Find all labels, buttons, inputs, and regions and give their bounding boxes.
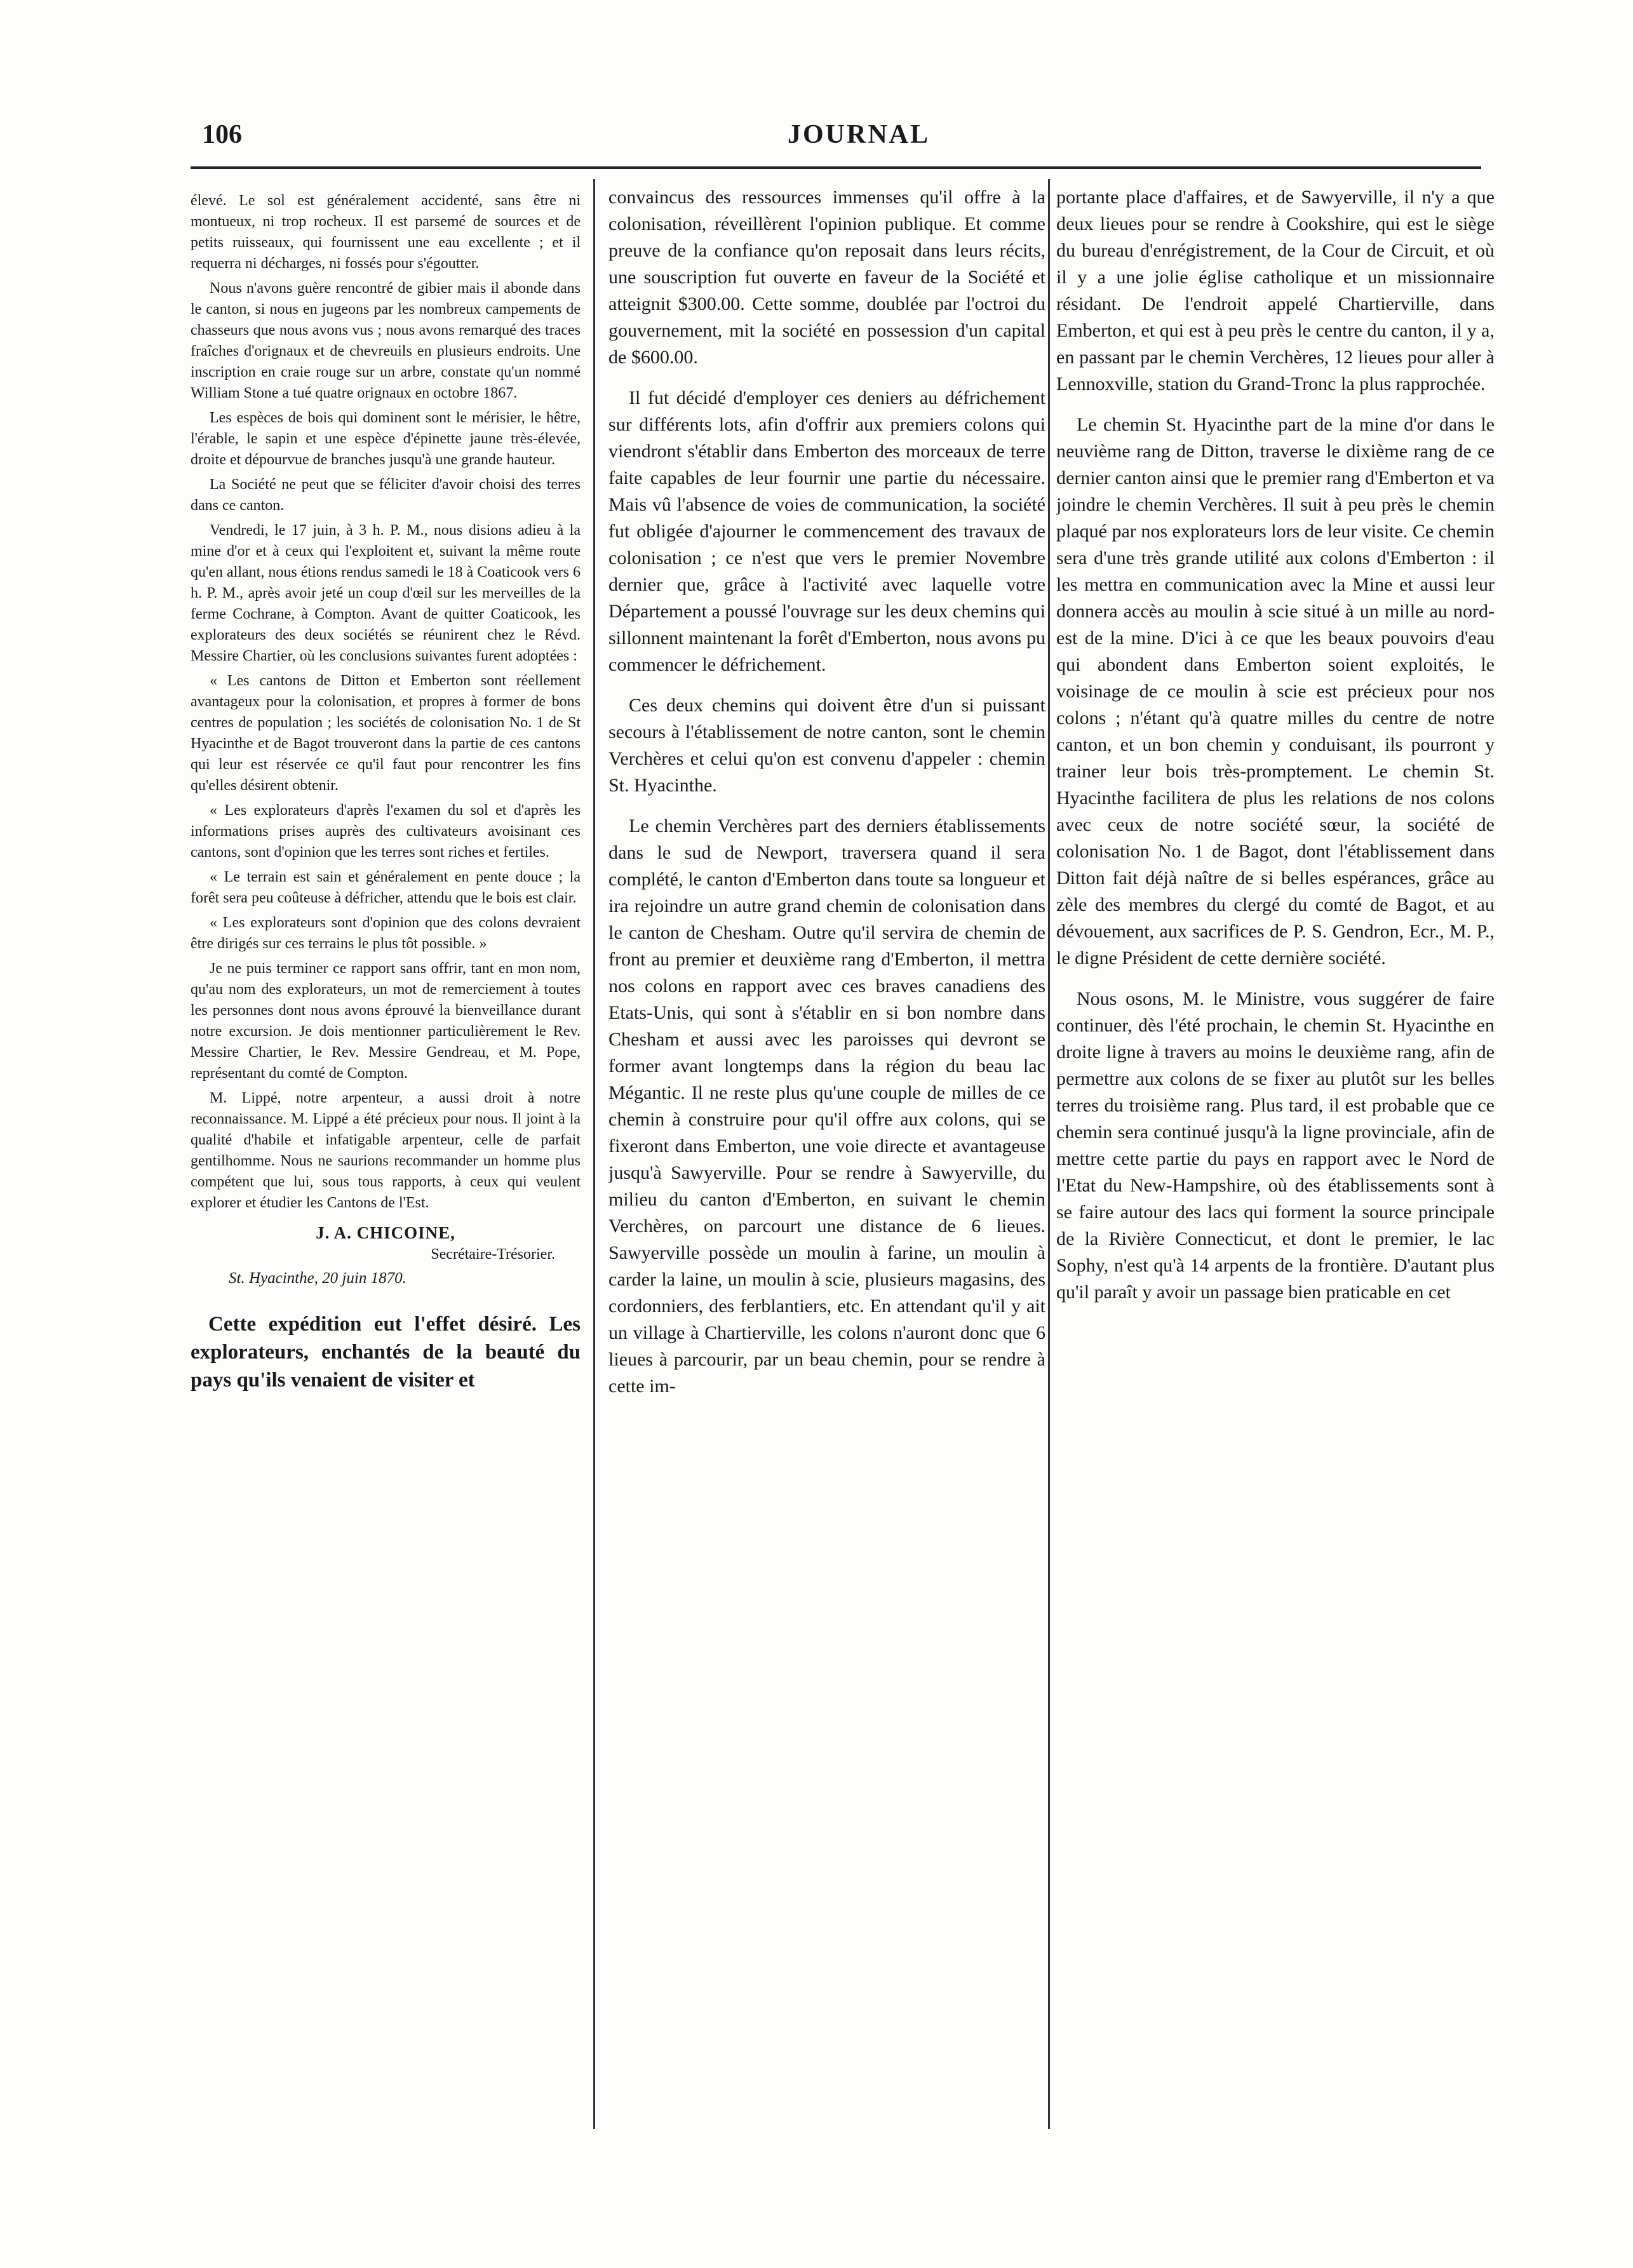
paragraph: « Les cantons de Ditton et Emberton sont réellement avantageux pour la colonisation, et propres à former de bons centres de population ; les sociétés de colonisation No. 1 de St Hyacinthe et de Bagot trouveront dans la partie de ces cantons qui leur est réservée ce qu'il faut pour rencontrer les fins qu'elles désirent obtenir. — [191, 673, 581, 794]
paragraph: Vendredi, le 17 juin, à 3 h. P. M., nous disions adieu à la mine d'or et à ceux qui l'exploitent et, suivant la même route qu'en allant, nous étions rendus samedi le 18 à Coaticook vers 6 h. P. M., après avoir jeté un coup d'œil sur les merveilles de la ferme Cochrane, à Compton. Avant de quitter Coaticook, les explorateurs des deux sociétés se réunirent chez le Révd. Messire Chartier, où les conclusions suivantes furent adoptées : — [191, 522, 581, 664]
signature-name: J. A. CHICOINE, — [316, 1223, 455, 1242]
paragraph: Nous osons, M. le Ministre, vous suggérer de faire continuer, dès l'été prochain, le chemin St. Hyacinthe en droite ligne à travers au moins le deuxième rang, afin de permettre aux colons de se fixer au plutôt sur les belles terres du troisième rang. Plus tard, il est probable que ce chemin sera continué jusqu'à la ligne provinciale, afin de mettre cette partie du pays en rapport avec le Nord de l'Etat du New-Hampshire, où des établissements sont à se faire autour des lacs qui forment la source principale de la Rivière Connecticut, et dont le premier, le lac Sophy, n'est qu'à 14 arpents de la frontière. D'autant plus qu'il paraît y avoir un passage bien praticable en cet — [1056, 988, 1495, 1303]
column-divider-2 — [1048, 179, 1050, 2129]
paragraph: Je ne puis terminer ce rapport sans offrir, tant en mon nom, qu'au nom des explorateurs, un mot de remerciement à toutes les personnes dont nous avons éprouvé la bienveillance durant notre excursion. Je dois mentionner particulièrement le Rev. Messire Chartier, le Rev. Messire Gendreau, et M. Pope, représentant du comté de Compton. — [191, 960, 581, 1082]
signature-place-date: St. Hyacinthe, 20 juin 1870. — [229, 1270, 407, 1287]
paragraph: élevé. Le sol est généralement accidenté, sans être ni montueux, ni trop rocheux. Il est parsemé de sources et de petits ruisseaux, qui fournissent une eau excellente ; et il requerra ni décharges, ni fossés pour s'égoutter. — [191, 192, 581, 272]
paragraph: La Société ne peut que se féliciter d'avoir choisi des terres dans ce canton. — [191, 476, 581, 514]
page-number: 106 — [202, 120, 242, 149]
paragraph: « Les explorateurs sont d'opinion que des colons devraient être dirigés sur ces terrains le plus tôt possible. » — [191, 915, 581, 952]
paragraph: Les espèces de bois qui dominent sont le mérisier, le hêtre, l'érable, le sapin et une espèce d'épinette jaune très-élevée, droite et dépourvue de branches jusqu'à une grande hauteur. — [191, 410, 581, 468]
paragraph: portante place d'affaires, et de Sawyerville, il n'y a que deux lieues pour se rendre à Cookshire, qui est le siège du bureau d'enrégistrement, de la Cour de Circuit, et où il y a une jolie église catholique et un missionnaire résidant. De l'endroit appelé Chartierville, dans Emberton, et qui est à peu près le centre du canton, il y a, en passant par le chemin Verchères, 12 lieues pour aller à Lennoxville, station du Grand-Tronc la plus rapprochée. — [1056, 187, 1495, 394]
paragraph: Ces deux chemins qui doivent être d'un si puissant secours à l'établissement de notre canton, sont le chemin Verchères et celui qu'on est convenu d'appeler : chemin St. Hyacinthe. — [608, 695, 1045, 796]
paragraph: Le chemin St. Hyacinthe part de la mine d'or dans le neuvième rang de Ditton, traverse le dixième rang de ce dernier canton ainsi que le premier rang d'Emberton et va joindre le chemin Verchères. Il suit à peu près le chemin plaqué par nos explorateurs lors de leur visite. Ce chemin sera d'une très grande utilité aux colons d'Emberton : il les mettra en communication avec la Mine et aussi leur donnera accès au moulin à scie situé à un mille au nord-est de la mine. D'ici à ce que les beaux pouvoirs d'eau qui abondent dans Emberton soient exploités, le voisinage de ce moulin à scie est précieux pour nos colons ; n'étant qu'à quatre milles du centre de notre canton, et un bon chemin y conduisant, ils pourront y trainer leur bois très-promptement. Le chemin St. Hyacinthe facilitera de plus les relations de nos colons avec ceux de notre société sœur, la société de colonisation No. 1 de Bagot, dont l'établissement dans Ditton fait déjà naître de si belles espérances, grâce au zèle des membres du clergé du comté de Bagot, et au dévouement, aux sacrifices de P. S. Gendron, Ecr., M. P., le digne Président de cette dernière société. — [1056, 414, 1495, 969]
paragraph: Nous n'avons guère rencontré de gibier mais il abonde dans le canton, si nous en jugeons par les nombreux campements de chasseurs que nous avons vus ; nous avons remarqué des traces fraîches d'orignaux et de chevreuils en plusieurs endroits. Une inscription en craie rouge sur un arbre, constate qu'un nommé William Stone a tué quatre orignaux en octobre 1867. — [191, 280, 581, 401]
column-2 — [608, 184, 1045, 2229]
signature-title: Secrétaire-Trésorier. — [431, 1246, 555, 1263]
running-head: JOURNAL — [788, 120, 931, 149]
column-divider-1 — [593, 179, 595, 2129]
column-3 — [1056, 184, 1495, 2229]
paragraph: « Le terrain est sain et généralement en pente douce ; la forêt sera peu coûteuse à défricher, attendu que le bois est clair. — [191, 869, 581, 906]
closing-paragraph: Cette expédition eut l'effet désiré. Les explorateurs, enchantés de la beauté du pays qu'ils venaient de visiter et — [191, 1313, 581, 1392]
paragraph: M. Lippé, notre arpenteur, a aussi droit à notre reconnaissance. M. Lippé a été précieux pour nous. Il joint à la qualité d'habile et infatigable arpenteur, celle de parfait gentilhomme. Nous ne saurions recommander un homme plus compétent que lui, sous tous rapports, à ceux qui veulent explorer et étudier les Cantons de l'Est. — [191, 1090, 581, 1211]
paragraph: Le chemin Verchères part des derniers établissements dans le sud de Newport, traversera quand il sera complété, le canton d'Emberton dans toute sa longueur et ira rejoindre un autre grand chemin de colonisation dans le canton de Chesham. Outre qu'il servira de chemin de front au premier et deuxième rang d'Emberton, il mettra nos colons en rapport avec ces braves canadiens des Etats-Unis, qui sont à s'établir en si bon nombre dans Chesham et aussi avec les paroisses qui devront se former avant longtemps dans la région du beau lac Mégantic. Il ne reste plus qu'une couple de milles de ce chemin à construire pour qu'il offre aux colons, qui se fixeront dans Emberton, une voie directe et avantageuse jusqu'à Sawyerville. Pour se rendre à Sawyerville, du milieu du canton d'Emberton, en suivant le chemin Verchères, on parcourt une distance de 6 lieues. Sawyerville possède un moulin à farine, un moulin à carder la laine, un moulin à scie, plusieurs magasins, des cordonniers, des ferblantiers, etc. En attendant qu'il y ait un village à Chartierville, les colons n'auront donc que 6 lieues à parcourir, par un beau chemin, pour se rendre à cette im- — [608, 815, 1045, 1397]
column-1 — [191, 184, 581, 2077]
paragraph: convaincus des ressources immenses qu'il offre à la colonisation, réveillèrent l'opinion publique. Et comme preuve de la confiance qu'on reposait dans leurs récits, une souscription fut ouverte en faveur de la Société et atteignit $300.00. Cette somme, doublée par l'octroi du gouvernement, mit la société en possession d'un capital de $600.00. — [608, 187, 1045, 368]
paragraph: « Les explorateurs d'après l'examen du sol et d'après les informations prises auprès des cultivateurs avoisinant ces cantons, sont d'opinion que les terres sont riches et fertiles. — [191, 802, 581, 861]
header-rule — [191, 166, 1481, 169]
paragraph: Il fut décidé d'employer ces deniers au défrichement sur différents lots, afin d'offrir aux premiers colons qui viendront s'établir dans Emberton des morceaux de terre faite capables de leur fournir une partie du nécessaire. Mais vû l'absence de voies de communication, la société fut obligée d'ajourner le commencement des travaux de colonisation ; ce n'est que vers le premier Novembre dernier que, grâce à l'activité avec laquelle votre Département a poussé l'ouvrage sur les deux chemins qui sillonnent maintenant la forêt d'Emberton, nous avons pu commencer le défrichement. — [608, 387, 1045, 675]
